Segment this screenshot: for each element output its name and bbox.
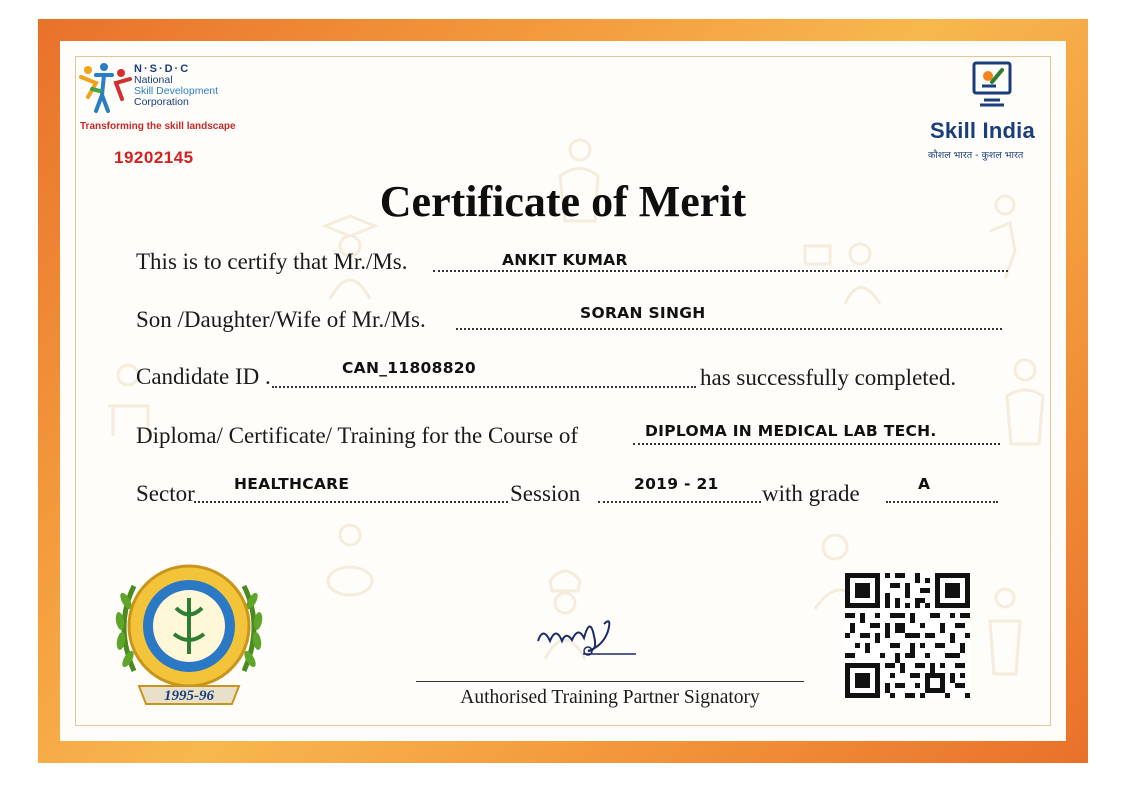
course-name: DIPLOMA IN MEDICAL LAB TECH.: [645, 422, 937, 440]
session-dotted-line: [598, 501, 761, 503]
sector-name: HEALTHCARE: [234, 475, 350, 493]
seal-year: 1995-96: [164, 688, 214, 704]
nsdc-tagline: Transforming the skill landscape: [80, 121, 236, 132]
course-dotted-line: [633, 443, 1000, 445]
skill-india-subtitle: कौशल भारत - कुशल भारत: [928, 150, 1024, 161]
skill-india-logo: [928, 60, 1058, 170]
grade-label: with grade: [762, 481, 860, 506]
nsdc-name-line-1: National: [134, 74, 173, 86]
certificate-paper: [60, 41, 1066, 741]
nsdc-name-line-2: Skill Development: [134, 85, 219, 97]
skill-india-title: Skill India: [930, 118, 1035, 143]
candidate-id-label: Candidate ID .: [136, 364, 271, 389]
signature-line: [416, 681, 804, 682]
qr-code[interactable]: [845, 572, 970, 699]
signatory-label: Authorised Training Partner Signatory: [460, 687, 760, 708]
relation-label: Son /Daughter/Wife of Mr./Ms.: [136, 307, 426, 332]
signature-image: [528, 596, 638, 666]
candidate-id: CAN_11808820: [342, 359, 476, 377]
grade-dotted-line: [886, 501, 998, 503]
session-label: Session: [510, 481, 581, 506]
watermark-musician-icon: [310, 521, 390, 611]
certificate-number: 19202145: [114, 148, 194, 167]
watermark-standing-icon: [980, 586, 1030, 676]
candidate-name: ANKIT KUMAR: [502, 251, 628, 269]
certificate-title: Certificate of Merit: [379, 177, 747, 226]
course-label: Diploma/ Certificate/ Training for the Course of: [136, 423, 579, 448]
name-dotted-line: [433, 270, 1008, 272]
relation-dotted-line: [456, 328, 1002, 330]
session-value: 2019 - 21: [634, 475, 719, 493]
nsdc-abbreviation: N·S·D·C: [134, 63, 191, 75]
certify-label: This is to certify that Mr./Ms.: [136, 249, 408, 274]
sector-label: Sector: [136, 481, 195, 506]
nsdc-people-icon: [78, 61, 134, 117]
certificate-border: [38, 19, 1088, 763]
watermark-worker-icon: [995, 356, 1055, 446]
institution-seal: [104, 546, 274, 716]
nsdc-name-line-3: Corporation: [134, 96, 189, 108]
candidate-id-dotted-line: [272, 386, 696, 388]
completed-label: has successfully completed.: [700, 365, 957, 390]
nsdc-logo: [78, 61, 268, 141]
grade-value: A: [918, 475, 931, 493]
skill-india-emblem-icon: [970, 60, 1014, 108]
sector-dotted-line: [194, 501, 508, 503]
relation-name: SORAN SINGH: [580, 304, 706, 322]
